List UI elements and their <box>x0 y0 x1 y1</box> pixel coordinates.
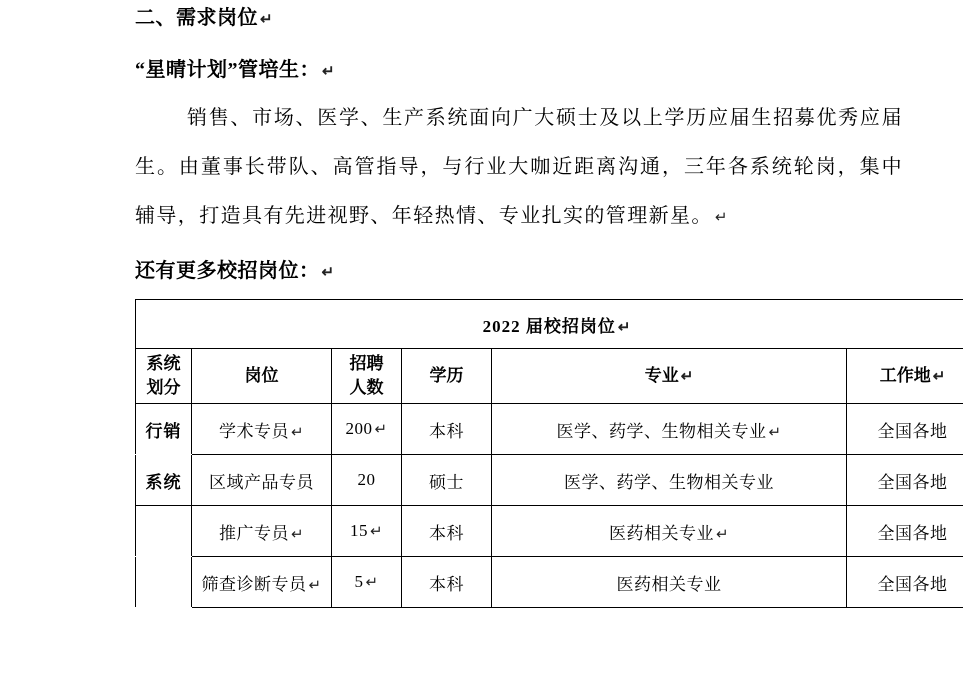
program-paragraph-text: 销售、市场、医学、生产系统面向广大硕士及以上学历应届生招募优秀应届生。由董事长带队、高管指导，与行业大咖近距离沟通，三年各系统轮岗，集中辅导，打造具有先进视野、年轻热情、专业扎实的管理新星。 <box>135 107 903 227</box>
column-header-count-line2: 人数 <box>332 376 401 400</box>
cell-major-text: 医药相关专业 <box>609 524 714 543</box>
cell-system <box>136 557 192 608</box>
column-header-education <box>402 349 492 404</box>
cell-job-text: 推广专员 <box>219 524 289 543</box>
cell-job <box>192 557 332 608</box>
paragraph-mark-icon: ↵ <box>365 575 378 591</box>
column-header-job <box>192 349 332 404</box>
table-row <box>136 557 963 608</box>
table-row <box>136 455 963 506</box>
column-header-education-text: 学历 <box>430 366 464 385</box>
section-heading <box>135 4 903 34</box>
table-title-text: 2022 届校招岗位 <box>483 317 616 336</box>
document-page <box>0 4 963 686</box>
cell-location: 全国各地 <box>847 404 963 455</box>
table-header-row <box>136 349 963 404</box>
cell-job: 区域产品专员 <box>192 455 332 506</box>
paragraph-mark-icon: ↵ <box>715 210 729 226</box>
column-header-count-line1: 招聘 <box>332 352 401 376</box>
paragraph-mark-icon: ↵ <box>716 527 729 543</box>
cell-job <box>192 506 332 557</box>
paragraph-mark-icon: ↵ <box>618 320 632 336</box>
paragraph-mark-icon: ↵ <box>768 425 781 441</box>
table-title-cell <box>136 300 963 349</box>
subheading-program <box>135 56 903 86</box>
subheading-program-text: “星晴计划”管培生： <box>135 59 320 81</box>
paragraph-mark-icon: ↵ <box>291 425 304 441</box>
program-paragraph <box>135 94 903 243</box>
cell-major: 医药相关专业 <box>492 557 847 608</box>
column-header-major-text: 专业 <box>645 366 679 385</box>
cell-count: 20 <box>332 455 402 506</box>
cell-education: 本科 <box>402 404 492 455</box>
table-row <box>136 404 963 455</box>
paragraph-mark-icon: ↵ <box>374 422 387 438</box>
cell-system: 系统 <box>136 455 192 506</box>
cell-system: 行销 <box>136 404 192 455</box>
paragraph-mark-icon: ↵ <box>933 369 946 385</box>
cell-major: 医学、药学、生物相关专业 <box>492 455 847 506</box>
cell-job-text: 筛查诊断专员 <box>201 575 306 594</box>
column-header-major <box>492 349 847 404</box>
cell-count <box>332 404 402 455</box>
cell-major <box>492 404 847 455</box>
cell-education: 本科 <box>402 506 492 557</box>
column-header-system-line1: 系统 <box>136 352 191 376</box>
column-header-location-text: 工作地 <box>880 366 931 385</box>
cell-major-text: 医学、药学、生物相关专业 <box>556 422 766 441</box>
subheading-more-jobs <box>135 257 903 287</box>
cell-major <box>492 506 847 557</box>
cell-count <box>332 506 402 557</box>
cell-count-text: 5 <box>354 572 363 591</box>
cell-location: 全国各地 <box>847 506 963 557</box>
cell-system <box>136 506 192 557</box>
column-header-location <box>847 349 963 404</box>
subheading-more-jobs-text: 还有更多校招岗位： <box>135 260 320 282</box>
paragraph-mark-icon: ↵ <box>322 64 335 80</box>
cell-education: 本科 <box>402 557 492 608</box>
section-heading-text: 二、需求岗位 <box>135 7 258 29</box>
cell-job-text: 学术专员 <box>219 422 289 441</box>
column-header-system <box>136 349 192 404</box>
paragraph-mark-icon: ↵ <box>681 369 694 385</box>
paragraph-mark-icon: ↵ <box>322 265 335 281</box>
cell-count-text: 15 <box>350 521 368 540</box>
table-title-row <box>136 300 963 349</box>
paragraph-mark-icon: ↵ <box>370 524 383 540</box>
paragraph-mark-icon: ↵ <box>308 578 321 594</box>
cell-count <box>332 557 402 608</box>
column-header-count <box>332 349 402 404</box>
paragraph-mark-icon: ↵ <box>291 527 304 543</box>
column-header-job-text: 岗位 <box>245 366 279 385</box>
table-row <box>136 506 963 557</box>
cell-job <box>192 404 332 455</box>
cell-location: 全国各地 <box>847 455 963 506</box>
cell-count-text: 200 <box>345 419 372 438</box>
cell-education: 硕士 <box>402 455 492 506</box>
jobs-table <box>135 299 963 608</box>
paragraph-mark-icon: ↵ <box>260 12 273 28</box>
column-header-system-line2: 划分 <box>136 376 191 400</box>
cell-location: 全国各地 <box>847 557 963 608</box>
